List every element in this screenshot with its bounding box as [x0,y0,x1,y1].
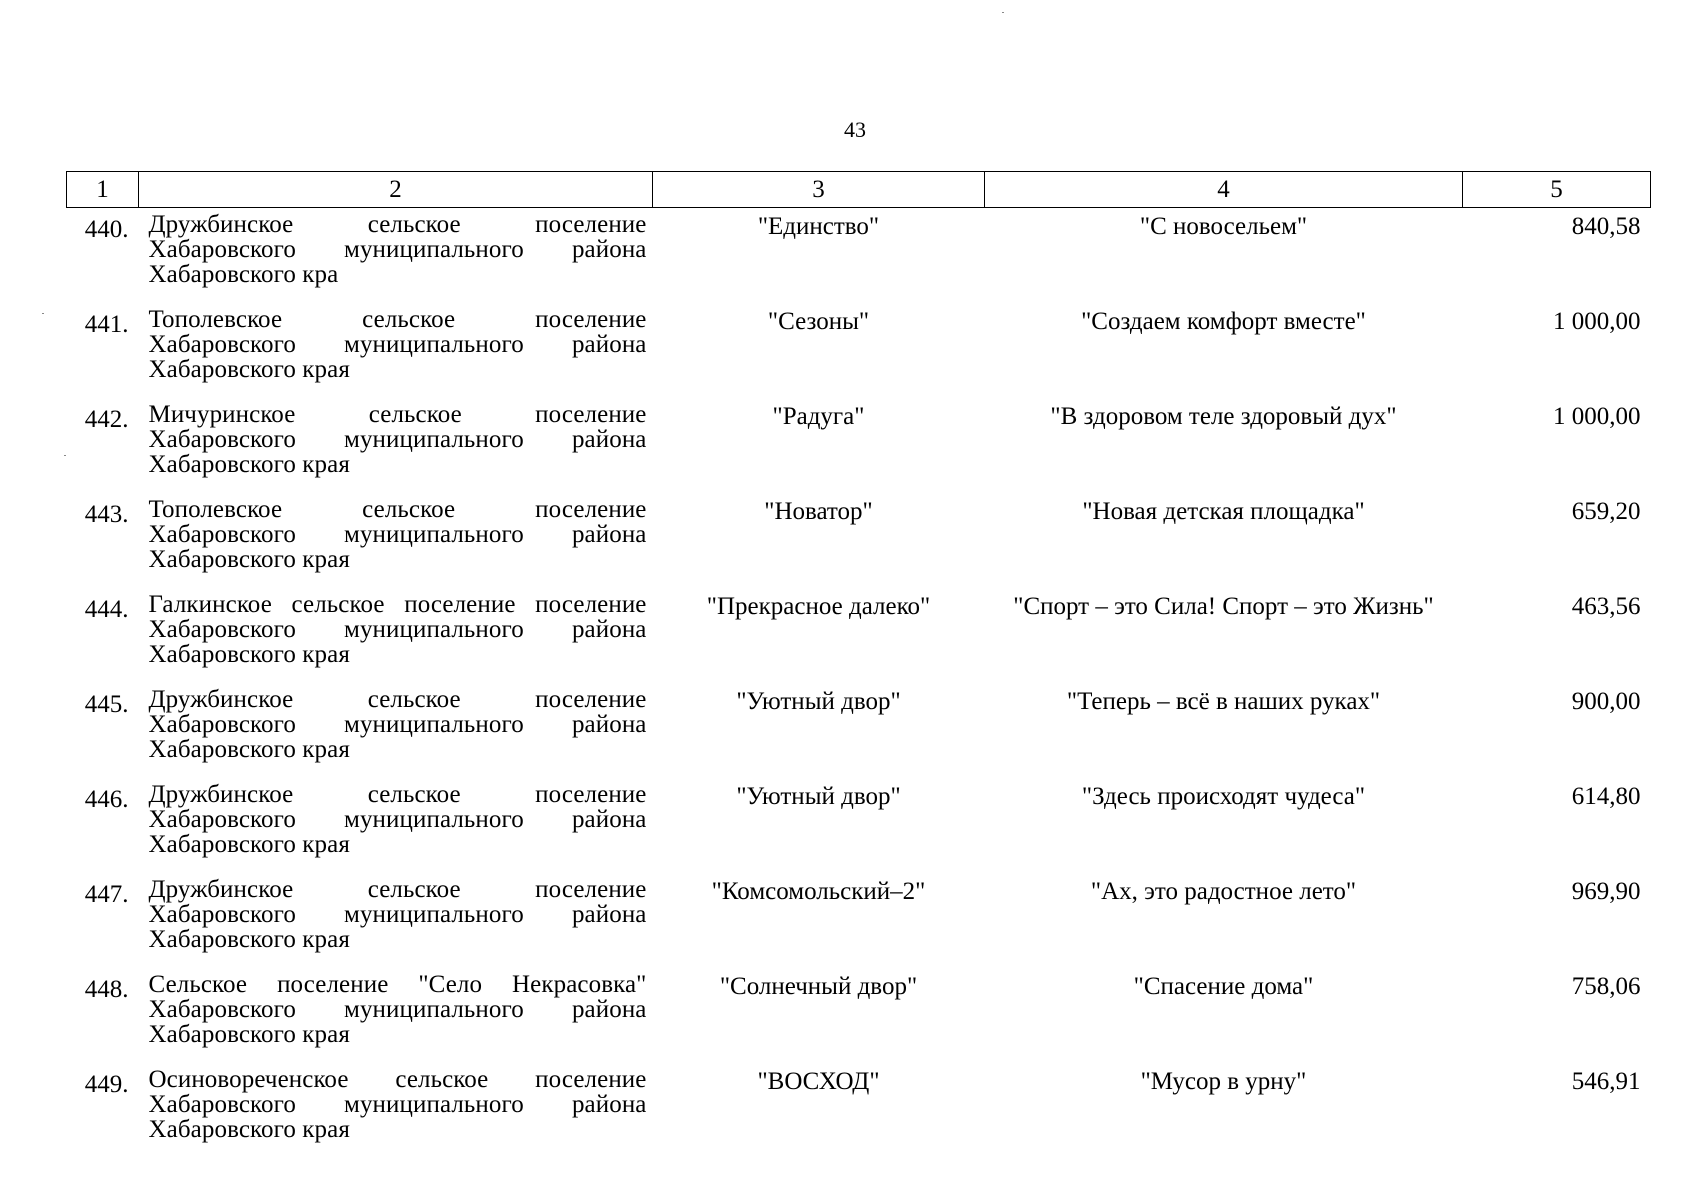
municipality-name: Осиновореченское сельское поселение Хабаровского муниципального района Хабаровского края [148,1066,647,1143]
tos-name: "Солнечный двор" [719,973,918,1000]
tos-name: "Уютный двор" [736,783,901,810]
project-name: "Мусор в урну" [1140,1068,1307,1095]
tos-name: "Уютный двор" [736,688,901,715]
project-name: "Создаем комфорт вместе" [1081,308,1366,335]
municipality-name: Мичуринское сельское поселение Хабаровского муниципального района Хабаровского края [148,401,647,478]
municipality-name: Галкинское сельское поселение поселение Хабаровского муниципального района Хабаровского края [148,591,647,668]
municipality-name: Тополевское сельское поселение Хабаровского муниципального района Хабаровского края [148,496,647,573]
municipality-name: Дружбинское сельское поселение Хабаровского муниципального района Хабаровского края [148,781,647,858]
table-row [67,303,1651,398]
row-number: 440. [84,216,129,243]
header-col-4: 4 [985,172,1463,208]
table-row [67,208,1651,304]
table-row [67,873,1651,968]
project-name: "Теперь – всё в наших руках" [1066,688,1381,715]
grants-table [66,171,1651,1158]
municipality-name: Дружбинское сельское поселение Хабаровского муниципального района Хабаровского края [148,876,647,953]
header-col-5: 5 [1463,172,1651,208]
grant-amount: 1 000,00 [1553,308,1641,335]
project-name: "Ах, это радостное лето" [1090,878,1357,905]
grant-amount: 463,56 [1571,593,1641,620]
header-col-1: 1 [67,172,139,208]
municipality-name: Сельское поселение "Село Некрасовка" Хабаровского муниципального района Хабаровского края [148,971,647,1048]
grant-amount: 659,20 [1571,498,1641,525]
grant-amount: 546,91 [1571,1068,1641,1095]
project-name: "В здоровом теле здоровый дух" [1050,403,1397,430]
row-number: 443. [84,501,129,528]
row-number: 449. [84,1071,129,1098]
grant-amount: 758,06 [1571,973,1641,1000]
row-number: 444. [84,596,129,623]
row-number: 446. [84,786,129,813]
table-row [67,968,1651,1063]
tos-name: "Прекрасное далеко" [706,593,931,620]
table-row [67,1063,1651,1158]
grant-amount: 900,00 [1571,688,1641,715]
table-row [67,683,1651,778]
grant-amount: 969,90 [1571,878,1641,905]
tos-name: "Комсомольский–2" [711,878,926,905]
header-row [67,172,1651,208]
row-number: 442. [84,406,129,433]
grant-amount: 614,80 [1571,783,1641,810]
scan-speck [64,455,66,456]
row-number: 441. [84,311,129,338]
header-col-3: 3 [653,172,985,208]
row-number: 445. [84,691,129,718]
page-number: 43 [844,117,866,142]
header-col-2: 2 [139,172,653,208]
municipality-name: Дружбинское сельское поселение Хабаровского муниципального района Хабаровского кра [148,211,647,288]
project-name: "Спорт – это Сила! Спорт – это Жизнь" [1013,593,1434,620]
row-number: 448. [84,976,129,1003]
tos-name: "Новатор" [764,498,873,525]
project-name: "Здесь происходят чудеса" [1081,783,1366,810]
grant-amount: 1 000,00 [1553,403,1641,430]
scan-speck [1002,12,1004,13]
row-number: 447. [84,881,129,908]
tos-name: "Сезоны" [767,308,870,335]
tos-name: "ВОСХОД" [757,1068,880,1095]
table-header [67,172,1651,208]
project-name: "Новая детская площадка" [1082,498,1365,525]
table-row [67,493,1651,588]
project-name: "Спасение дома" [1133,973,1314,1000]
scan-speck [42,313,44,314]
municipality-name: Тополевское сельское поселение Хабаровского муниципального района Хабаровского края [148,306,647,383]
grant-amount: 840,58 [1571,213,1641,240]
table-row [67,778,1651,873]
table-body [67,208,1651,1159]
tos-name: "Единство" [757,213,880,240]
table-row [67,588,1651,683]
table-row [67,398,1651,493]
tos-name: "Радуга" [772,403,865,430]
municipality-name: Дружбинское сельское поселение Хабаровского муниципального района Хабаровского края [148,686,647,763]
project-name: "С новосельем" [1139,213,1308,240]
